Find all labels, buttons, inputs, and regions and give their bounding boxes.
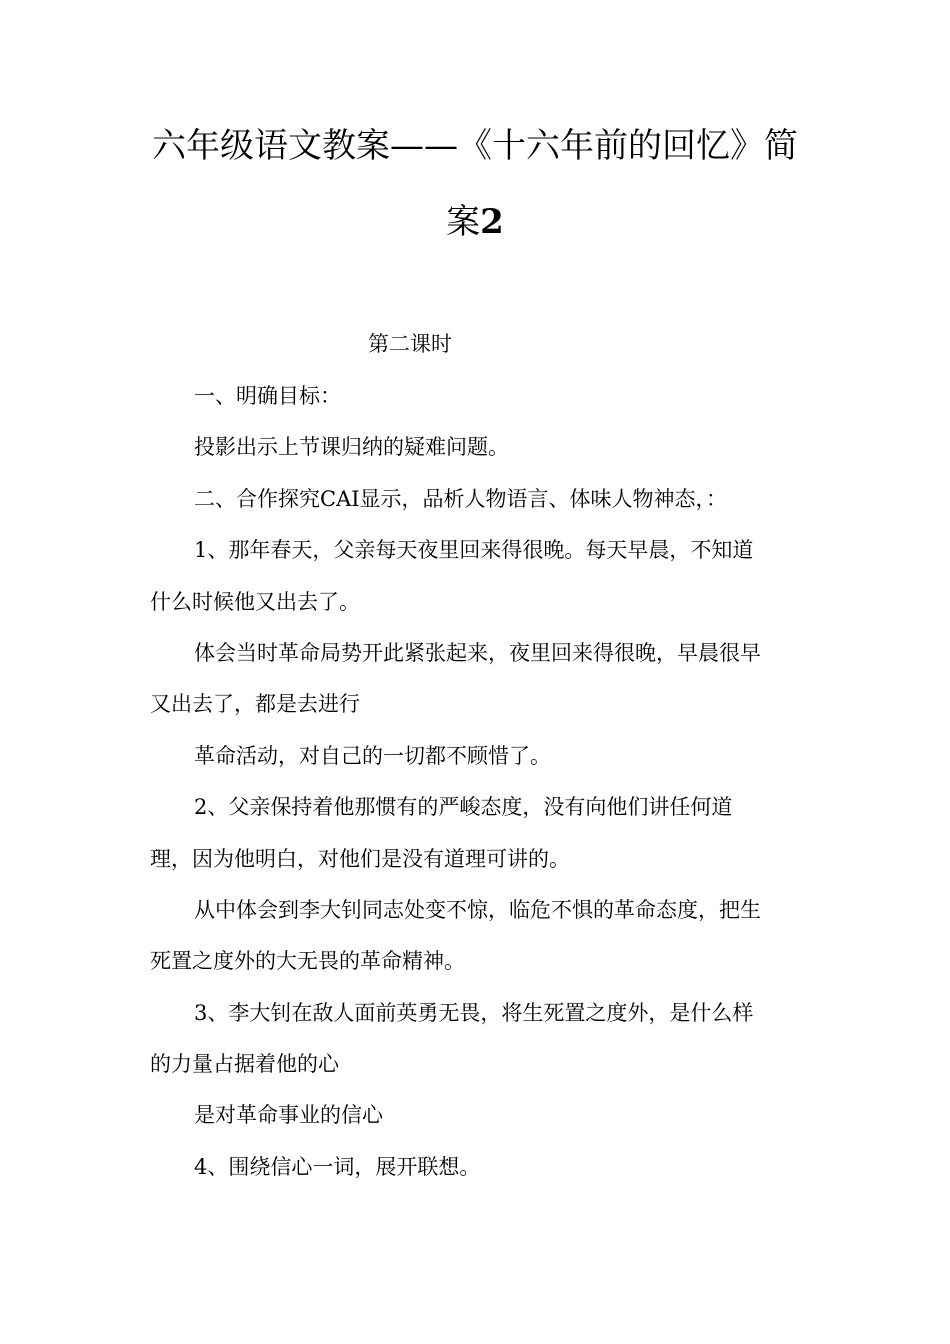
paragraph-line: 是对革命事业的信心: [194, 1103, 383, 1127]
paragraph-line: 3、李大钊在敌人面前英勇无畏，将生死置之度外，是什么样: [194, 1001, 754, 1025]
paragraph-line: 1、那年春天，父亲每天夜里回来得很晚。每天早晨，不知道: [194, 538, 754, 562]
paragraph-line: 二、合作探究CAI显示，品析人物语言、体味人物神态，：: [194, 487, 728, 511]
paragraph-line: 什么时候他又出去了。: [150, 590, 360, 614]
paragraph-line: 体会当时革命局势开此紧张起来，夜里回来得很晚，早晨很早: [194, 641, 761, 665]
paragraph-line: 的力量占据着他的心: [150, 1052, 339, 1076]
paragraph-line: 革命活动，对自己的一切都不顾惜了。: [194, 744, 551, 768]
paragraph-line: 一、明确目标：: [194, 384, 341, 408]
paragraph-line: 4、围绕信心一词，展开联想。: [194, 1155, 481, 1179]
paragraph-line: 投影出示上节课归纳的疑难问题。: [194, 435, 509, 459]
title-text: 案: [446, 202, 481, 242]
lesson-heading: 第二课时: [368, 332, 452, 356]
document-title-line-1: 六年级语文教案——《十六年前的回忆》简: [152, 126, 798, 166]
document-title-line-2: [100, 202, 850, 242]
title-number: 2: [480, 202, 504, 242]
paragraph-line: 理，因为他明白，对他们是没有道理可讲的。: [150, 847, 570, 871]
paragraph-line: 死置之度外的大无畏的革命精神。: [150, 949, 465, 973]
paragraph-line: 2、父亲保持着他那惯有的严峻态度，没有向他们讲任何道: [194, 795, 733, 819]
paragraph-line: 又出去了，都是去进行: [150, 692, 360, 716]
paragraph-line: 从中体会到李大钊同志处变不惊，临危不惧的革命态度，把生: [194, 898, 761, 922]
